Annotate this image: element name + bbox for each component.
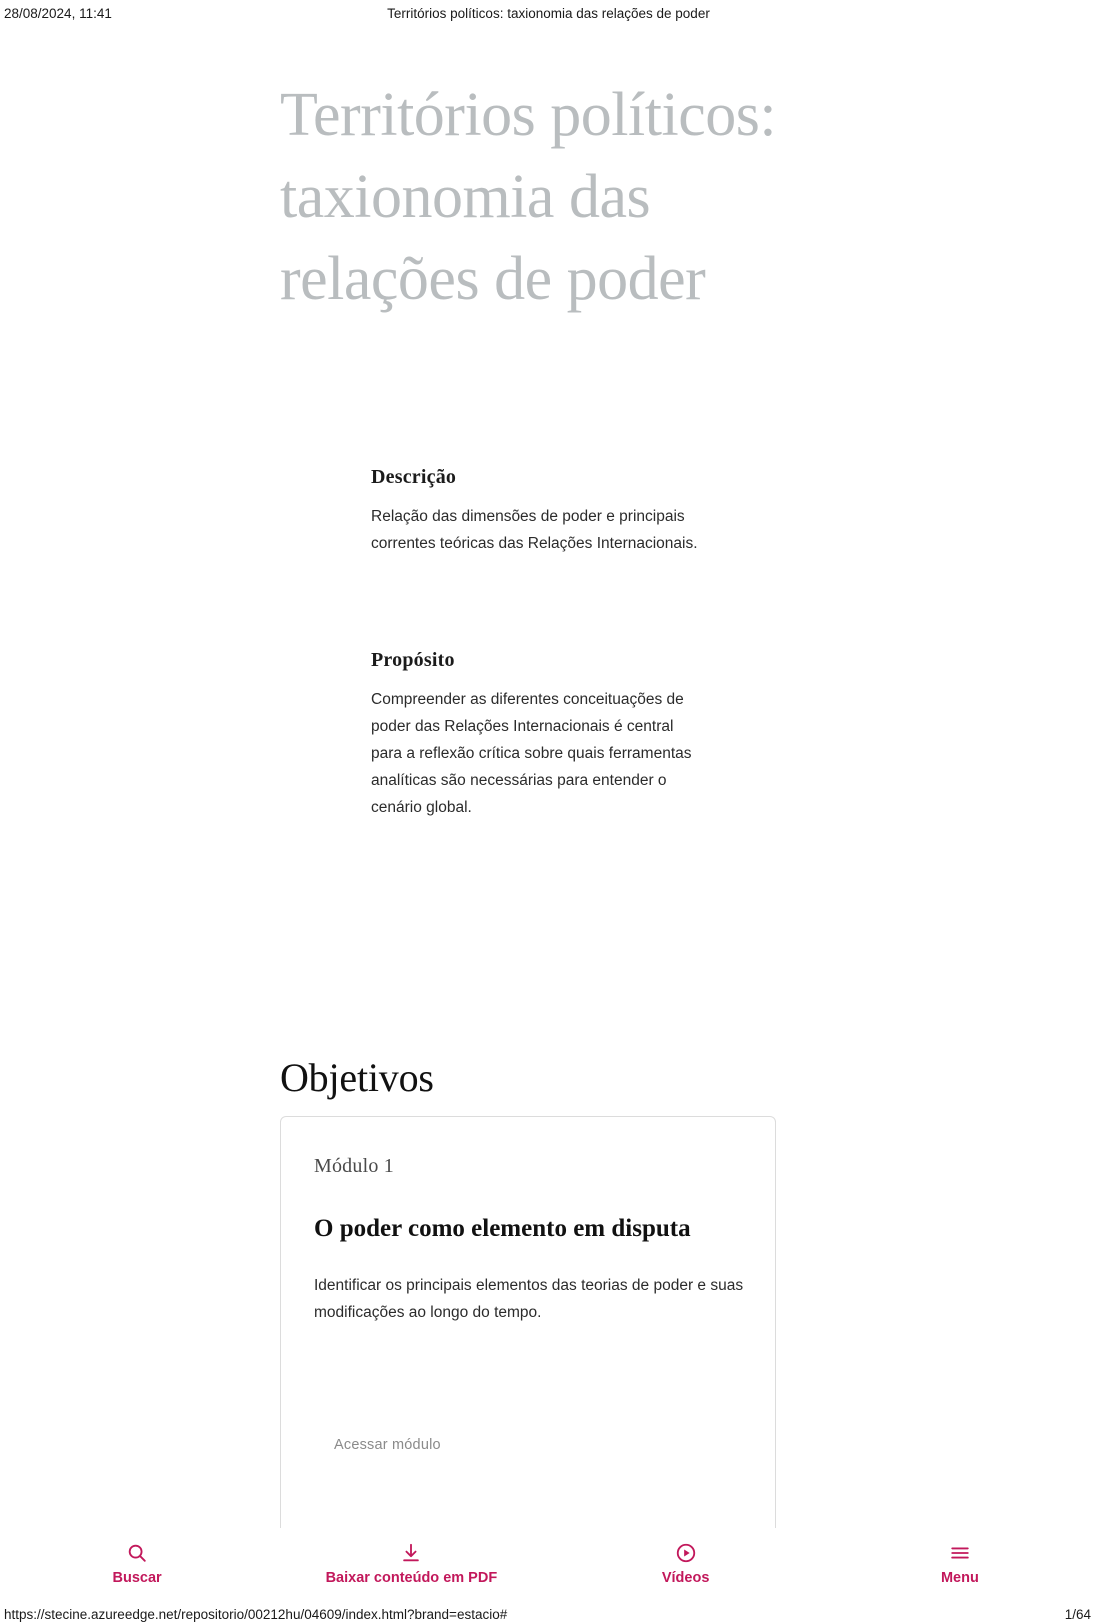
hamburger-menu-icon [949, 1542, 971, 1564]
proposito-heading: Propósito [371, 649, 455, 671]
print-header-title: Territórios políticos: taxionomia das relações de poder [387, 5, 710, 21]
toolbar-item-menu[interactable] [823, 1542, 1097, 1586]
descricao-block [371, 466, 701, 557]
print-footer [0, 1600, 1097, 1622]
play-circle-icon [675, 1542, 697, 1564]
module-card[interactable] [280, 1116, 776, 1546]
print-date-time: 28/08/2024, 11:41 [4, 5, 112, 21]
search-icon [126, 1542, 148, 1564]
objetivos-section-title: Objetivos [280, 1055, 434, 1101]
print-page-number: 1/64 [1064, 1607, 1091, 1622]
toolbar-label-buscar: Buscar [112, 1570, 162, 1586]
document-page [0, 26, 1097, 1596]
print-header [0, 0, 1097, 26]
download-icon [400, 1542, 422, 1564]
descricao-text: Relação das dimensões de poder e principais correntes teóricas das Relações Internacionais. [371, 508, 698, 552]
page-title: Territórios políticos: taxionomia das relações de poder [280, 80, 777, 313]
module-access-link[interactable]: Acessar módulo [334, 1437, 441, 1453]
toolbar-item-baixar-pdf[interactable] [274, 1542, 548, 1586]
toolbar-label-menu: Menu [940, 1570, 979, 1586]
bottom-toolbar [0, 1528, 1097, 1600]
module-title: O poder como elemento em disputa [314, 1215, 691, 1242]
module-description: Identificar os principais elementos das teorias de poder e suas modificações ao longo do tempo. [314, 1277, 744, 1321]
toolbar-item-videos[interactable] [549, 1542, 823, 1586]
proposito-block [371, 649, 701, 821]
print-footer-url: https://stecine.azureedge.net/repositorio/00212hu/04609/index.html?brand=estacio# [4, 1607, 508, 1622]
proposito-text: Compreender as diferentes conceituações de poder das Relações Internacionais é central para a reflexão crítica sobre quais ferramentas analíticas são necessárias para entender o cenário global. [371, 691, 692, 816]
toolbar-label-videos: Vídeos [661, 1570, 710, 1586]
toolbar-item-buscar[interactable] [0, 1542, 274, 1586]
toolbar-label-baixar-pdf: Baixar conteúdo em PDF [325, 1570, 498, 1586]
descricao-heading: Descrição [371, 466, 457, 488]
module-label: Módulo 1 [314, 1155, 394, 1177]
